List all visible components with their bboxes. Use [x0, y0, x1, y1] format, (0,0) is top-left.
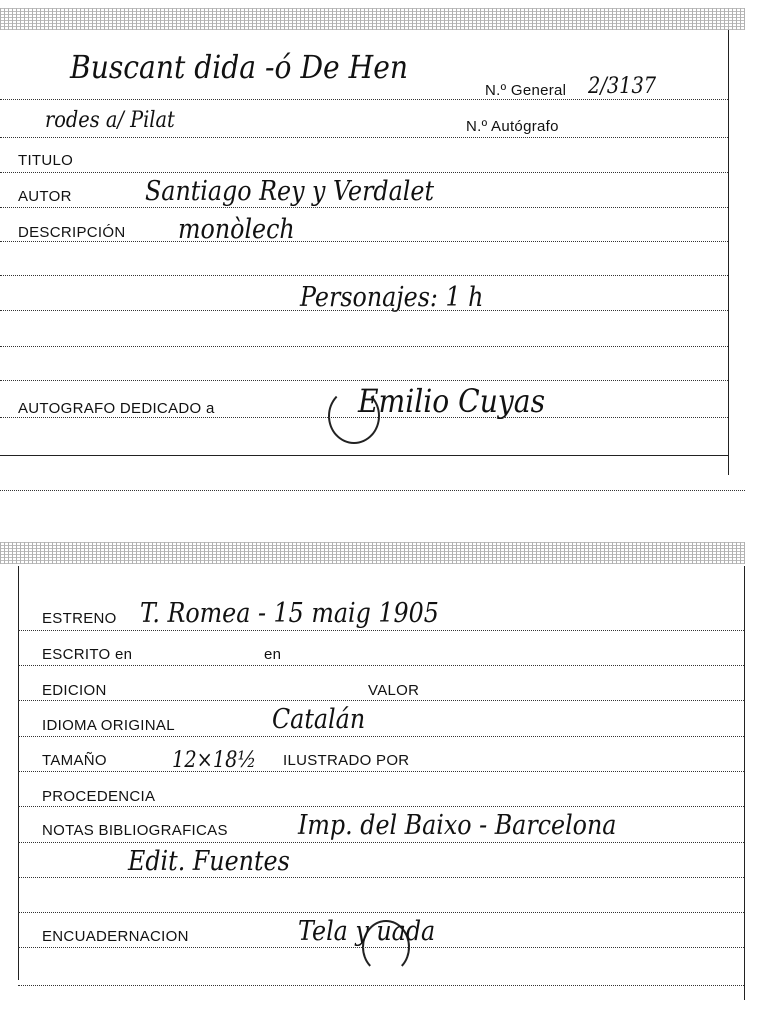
rule-line: [18, 947, 744, 948]
rule-line: [0, 172, 728, 173]
top-index-card: [0, 0, 745, 495]
descripcion-label: DESCRIPCIÓN: [18, 224, 126, 241]
rule-line: [18, 985, 744, 986]
valor-label: VALOR: [368, 682, 420, 699]
encuadernacion-value: Tela y uada: [298, 916, 436, 947]
estreno-value: T. Romea - 15 maig 1905: [140, 598, 439, 629]
rule-line: [18, 736, 744, 737]
tamano-label: TAMAÑO: [42, 752, 107, 769]
rule-line: [18, 806, 744, 807]
titulo-label: TITULO: [18, 152, 74, 169]
card-right-border: [744, 566, 745, 1000]
rule-line: [0, 99, 728, 100]
general-number-value: 2/3137: [588, 74, 657, 99]
rule-line: [18, 912, 744, 913]
card-bottom-edge: [0, 490, 745, 491]
rule-line: [0, 137, 728, 138]
autografo-dedicado-value: Emilio Cuyas: [358, 382, 546, 420]
scan-noise-bottom: [0, 542, 745, 564]
scan-noise-top: [0, 8, 745, 30]
general-number-label: N.º General: [485, 82, 567, 99]
notas-label: NOTAS BIBLIOGRAFICAS: [42, 822, 228, 839]
edicion-label: EDICION: [42, 682, 107, 699]
title-handwritten: Buscant dida -ó De Hen: [70, 48, 409, 86]
bottom-index-card: [0, 540, 745, 1020]
estreno-label: ESTRENO: [42, 610, 117, 627]
rule-line: [18, 842, 744, 843]
rule-line: [0, 417, 728, 418]
rule-line: [0, 275, 728, 276]
procedencia-label: PROCEDENCIA: [42, 788, 156, 805]
card-right-border: [728, 30, 729, 475]
tamano-value: 12×18½: [172, 748, 257, 773]
personajes-value: Personajes: 1 h: [300, 282, 484, 313]
escrito-en-label: en: [264, 646, 282, 663]
autor-value: Santiago Rey y Verdalet: [145, 176, 435, 207]
ilustrado-label: ILUSTRADO POR: [283, 752, 410, 769]
rule-line: [18, 700, 744, 701]
rule-line: [18, 665, 744, 666]
autografo-dedicado-label: AUTOGRAFO DEDICADO a: [18, 400, 215, 417]
rule-line: [18, 877, 744, 878]
rule-line: [0, 380, 728, 381]
idioma-label: IDIOMA ORIGINAL: [42, 717, 175, 734]
rule-line: [0, 310, 728, 311]
rule-line: [18, 771, 744, 772]
rule-line: [18, 630, 744, 631]
descripcion-value: monòlech: [178, 214, 295, 245]
idioma-value: Catalán: [272, 704, 366, 735]
autor-label: AUTOR: [18, 188, 72, 205]
title-handwritten-continued: rodes a/ Pilat: [45, 108, 175, 133]
rule-line: [0, 346, 728, 347]
escrito-label: ESCRITO en: [42, 646, 133, 663]
rule-line: [0, 455, 728, 456]
notas-value: Imp. del Baixo - Barcelona: [298, 810, 617, 841]
card-left-border: [18, 566, 19, 980]
encuadernacion-label: ENCUADERNACION: [42, 928, 189, 945]
rule-line: [0, 207, 728, 208]
autografo-number-label: N.º Autógrafo: [466, 118, 559, 135]
notas-value-continued: Edit. Fuentes: [128, 846, 290, 877]
rule-line: [0, 241, 728, 242]
